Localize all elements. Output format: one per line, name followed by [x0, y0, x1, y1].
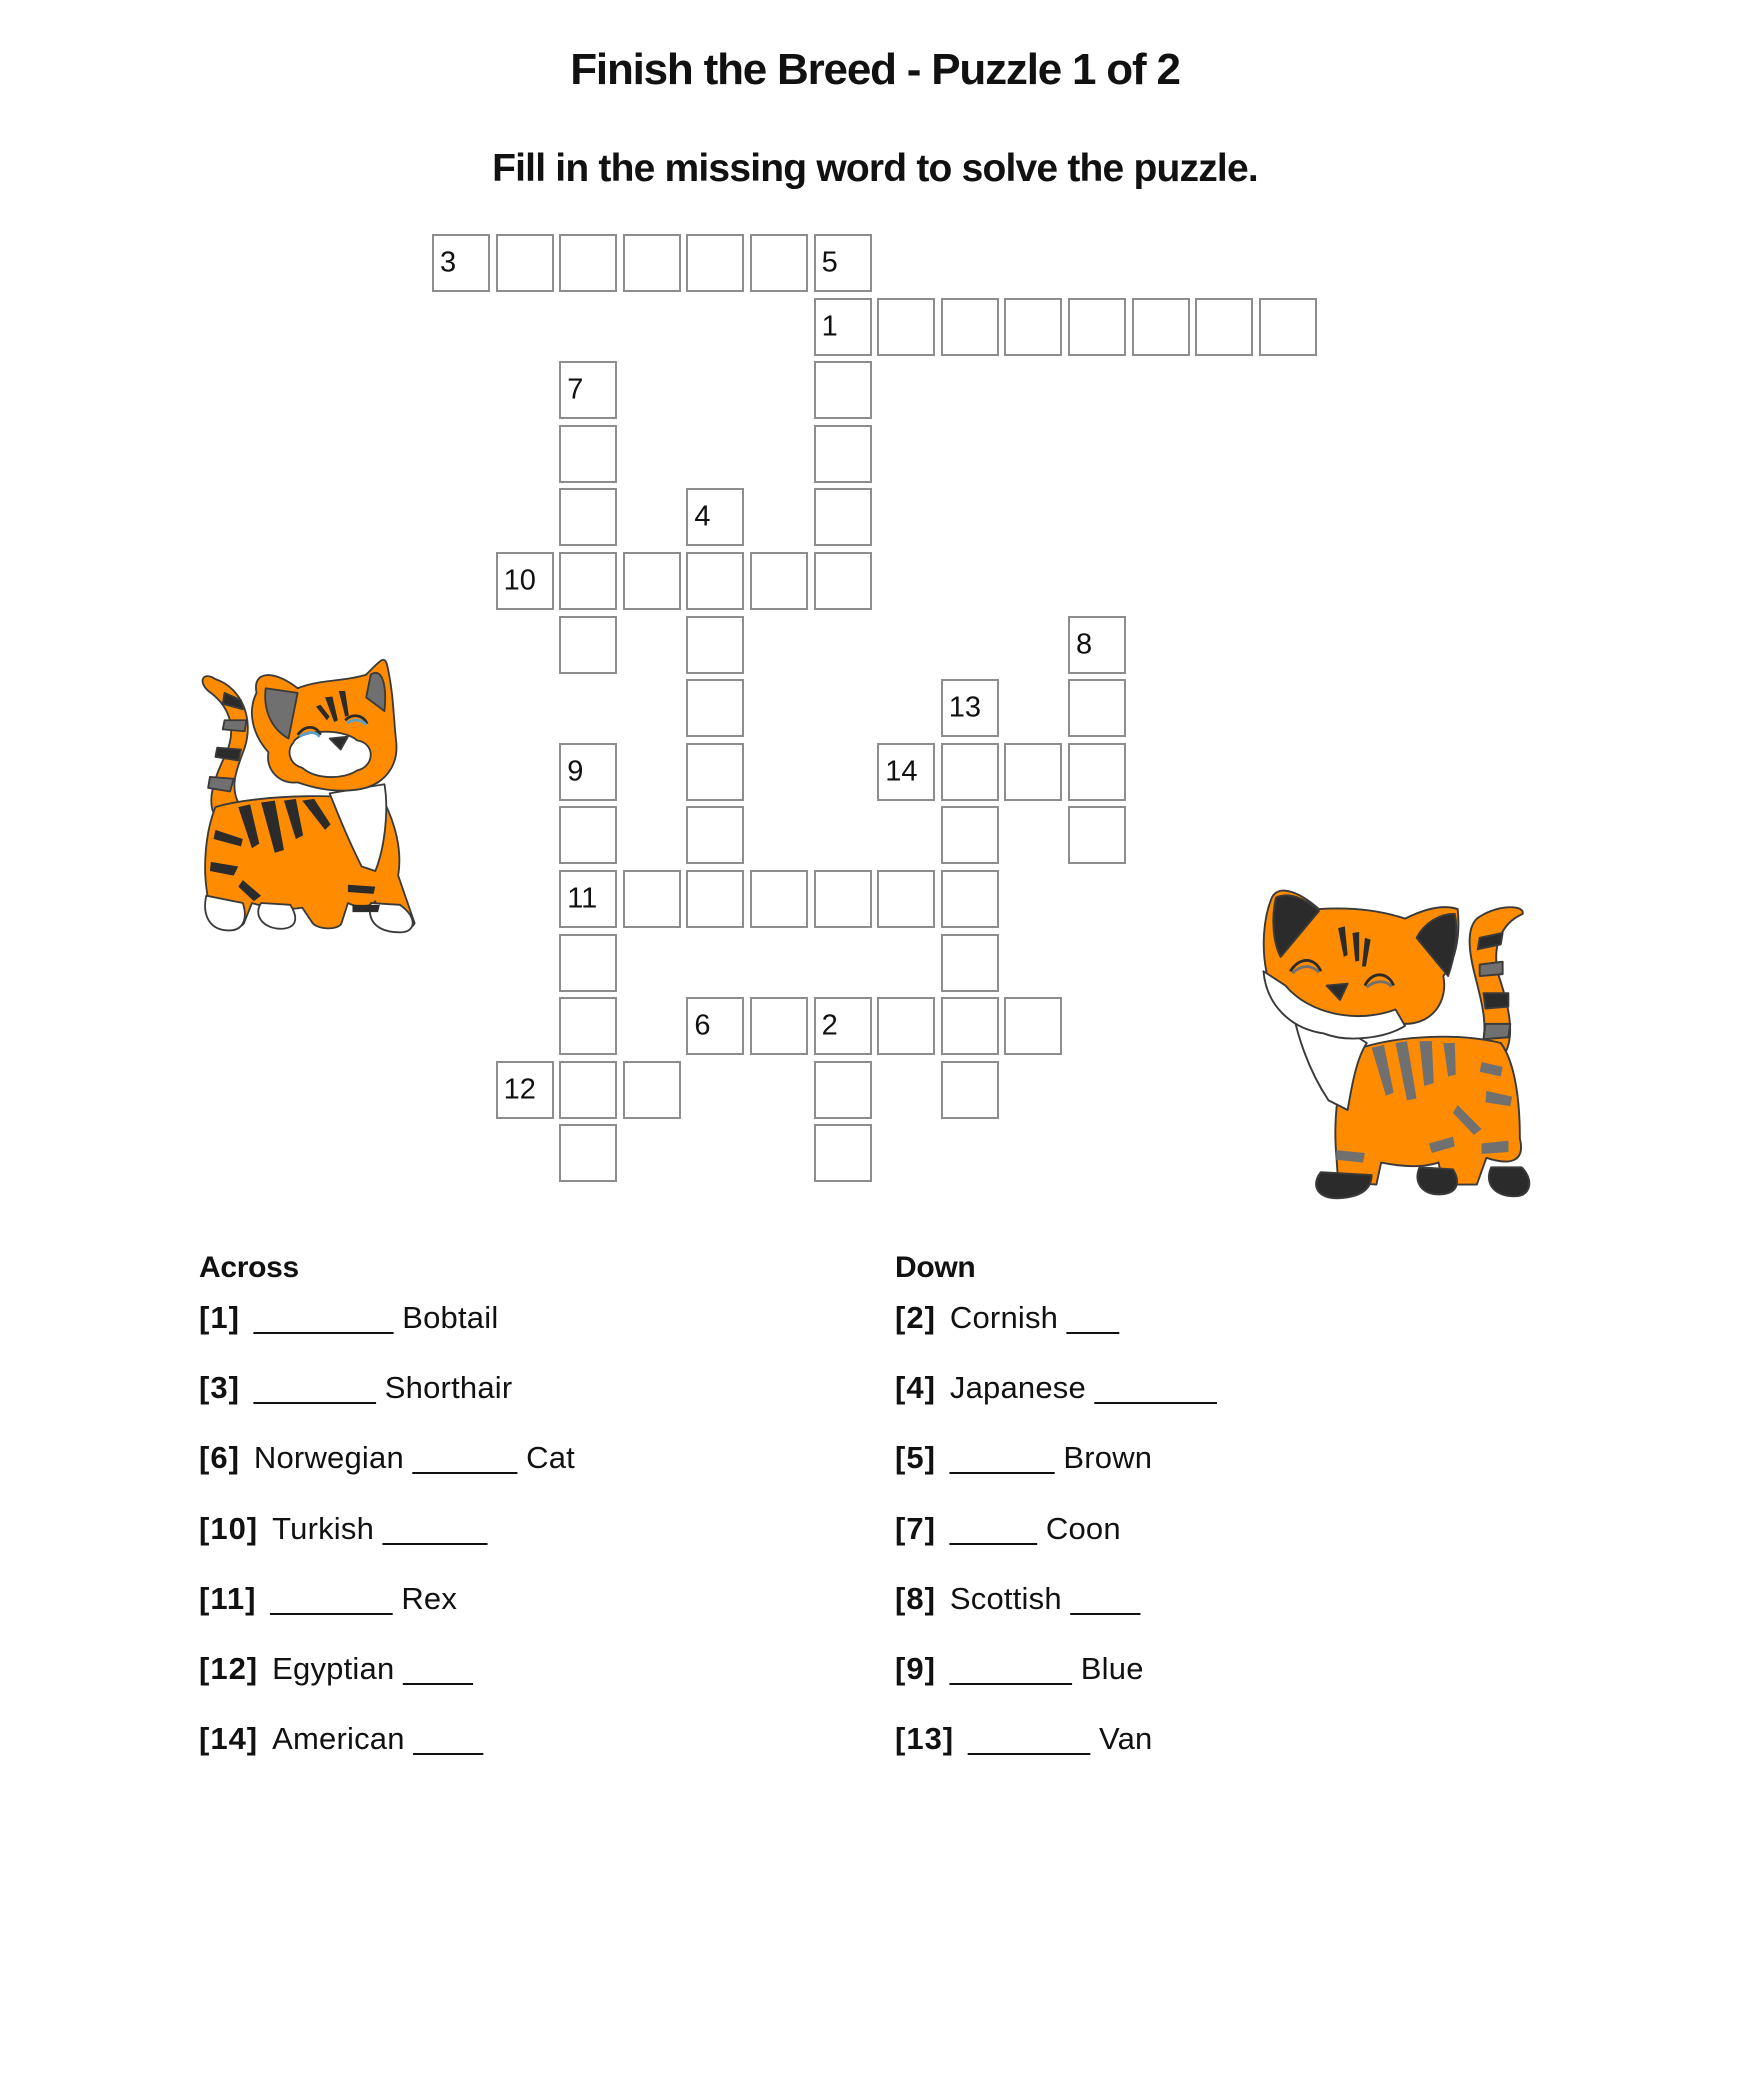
- clue-number-label: 7: [567, 373, 584, 406]
- instructions: Fill in the missing word to solve the puzzle.: [492, 147, 1258, 190]
- clue-number: [6]: [199, 1440, 240, 1476]
- down-clues: [895, 1248, 1217, 1789]
- crossword-cell[interactable]: [623, 552, 681, 610]
- crossword-cell[interactable]: [1004, 298, 1062, 356]
- crossword-cell[interactable]: [432, 234, 490, 292]
- clue-text: _______ Blue: [949, 1650, 1144, 1686]
- crossword-cell[interactable]: [1132, 298, 1190, 356]
- clue-down-5: [895, 1438, 1217, 1508]
- page-title: Finish the Breed - Puzzle 1 of 2: [570, 45, 1180, 94]
- crossword-cell[interactable]: [750, 234, 808, 292]
- crossword-cell[interactable]: [750, 870, 808, 928]
- clue-number-label: 11: [567, 882, 598, 915]
- crossword-cell[interactable]: [686, 806, 744, 864]
- clue-across-11: [199, 1579, 575, 1649]
- clue-text: _____ Coon: [949, 1510, 1121, 1546]
- crossword-cell[interactable]: [1068, 616, 1126, 674]
- clue-across-1: [199, 1298, 575, 1368]
- crossword-cell[interactable]: [559, 616, 617, 674]
- clue-number-label: 8: [1076, 627, 1093, 660]
- clue-number: [1]: [199, 1300, 240, 1335]
- crossword-cell[interactable]: [496, 552, 554, 610]
- clue-number-label: 14: [885, 755, 918, 788]
- crossword-cell[interactable]: [1004, 997, 1062, 1055]
- crossword-cell[interactable]: [814, 1124, 872, 1182]
- crossword-cell[interactable]: [941, 743, 999, 801]
- clue-down-9: [895, 1649, 1217, 1719]
- crossword-cell[interactable]: [1068, 298, 1126, 356]
- clue-number: [7]: [895, 1510, 936, 1546]
- crossword-cell[interactable]: [559, 361, 617, 419]
- crossword-cell[interactable]: [559, 934, 617, 992]
- crossword-cell[interactable]: [750, 552, 808, 610]
- crossword-cell[interactable]: [623, 870, 681, 928]
- down-heading: Down: [895, 1251, 976, 1284]
- crossword-cell[interactable]: [686, 997, 744, 1055]
- clue-text: ________ Bobtail: [253, 1300, 499, 1335]
- crossword-cell[interactable]: [496, 234, 554, 292]
- clue-down-13: [895, 1719, 1217, 1789]
- crossword-cell[interactable]: [941, 679, 999, 737]
- crossword-cell[interactable]: [1068, 806, 1126, 864]
- clue-down-7: [895, 1509, 1217, 1579]
- crossword-cell[interactable]: [559, 743, 617, 801]
- clue-number: [14]: [199, 1721, 259, 1757]
- clue-number-label: 12: [503, 1073, 536, 1106]
- clue-across-10: [199, 1509, 575, 1579]
- across-heading: Across: [199, 1251, 299, 1284]
- crossword-cell[interactable]: [559, 870, 617, 928]
- crossword-cell[interactable]: [1068, 679, 1126, 737]
- crossword-cell[interactable]: [1195, 298, 1253, 356]
- clue-number: [5]: [895, 1440, 936, 1476]
- crossword-cell[interactable]: [1004, 743, 1062, 801]
- crossword-cell[interactable]: [559, 552, 617, 610]
- crossword-cell[interactable]: [814, 997, 872, 1055]
- crossword-cell[interactable]: [686, 679, 744, 737]
- crossword-cell[interactable]: [814, 552, 872, 610]
- crossword-cell[interactable]: [941, 997, 999, 1055]
- clue-number-label: 3: [440, 246, 457, 279]
- crossword-cell[interactable]: [877, 997, 935, 1055]
- crossword-cell[interactable]: [814, 298, 872, 356]
- crossword-cell[interactable]: [623, 234, 681, 292]
- clue-down-2: [895, 1298, 1217, 1368]
- clue-across-3: [199, 1368, 575, 1438]
- clue-down-4: [895, 1368, 1217, 1438]
- crossword-cell[interactable]: [814, 425, 872, 483]
- clue-text: Norwegian ______ Cat: [253, 1440, 575, 1476]
- crossword-cell[interactable]: [686, 743, 744, 801]
- clue-text: Egyptian ____: [272, 1650, 473, 1686]
- crossword-cell[interactable]: [1259, 298, 1317, 356]
- clue-text: _______ Rex: [270, 1580, 458, 1616]
- clue-text: ______ Brown: [949, 1440, 1153, 1476]
- clue-number-label: 9: [567, 755, 584, 788]
- clue-number-label: 4: [694, 500, 711, 533]
- clue-number: [3]: [199, 1370, 240, 1406]
- crossword-cell[interactable]: [877, 743, 935, 801]
- clue-number: [9]: [895, 1650, 936, 1686]
- crossword-cell[interactable]: [559, 1124, 617, 1182]
- crossword-cell[interactable]: [559, 234, 617, 292]
- clue-text: Cornish ___: [949, 1300, 1120, 1335]
- crossword-cell[interactable]: [814, 361, 872, 419]
- crossword-cell[interactable]: [814, 870, 872, 928]
- clue-number: [13]: [895, 1721, 955, 1757]
- crossword-cell[interactable]: [623, 1061, 681, 1119]
- cat-illustration-right: [1252, 876, 1539, 1210]
- crossword-cell[interactable]: [1068, 743, 1126, 801]
- clue-number-label: 13: [948, 691, 982, 724]
- crossword-cell[interactable]: [686, 488, 744, 546]
- crossword-cell[interactable]: [686, 870, 744, 928]
- crossword-cell[interactable]: [814, 1061, 872, 1119]
- clue-text: Japanese _______: [949, 1370, 1217, 1406]
- crossword-cell[interactable]: [877, 298, 935, 356]
- crossword-cell[interactable]: [814, 234, 872, 292]
- clue-number-label: 2: [821, 1009, 838, 1042]
- clue-number: [2]: [895, 1300, 936, 1335]
- crossword-cell[interactable]: [814, 488, 872, 546]
- clue-text: Turkish ______: [272, 1510, 488, 1546]
- clue-number-label: 1: [821, 309, 838, 342]
- clue-number: [11]: [199, 1580, 257, 1616]
- clue-number: [8]: [895, 1580, 936, 1616]
- cat-illustration-left: [188, 650, 453, 955]
- clue-text: _______ Van: [968, 1721, 1153, 1757]
- crossword-cell[interactable]: [559, 997, 617, 1055]
- crossword-cell[interactable]: [941, 1061, 999, 1119]
- crossword-cell[interactable]: [559, 1061, 617, 1119]
- crossword-cell[interactable]: [496, 1061, 554, 1119]
- crossword-cell[interactable]: [750, 997, 808, 1055]
- clue-down-8: [895, 1579, 1217, 1649]
- clue-number-label: 10: [503, 564, 536, 597]
- crossword-grid: [432, 234, 1332, 1194]
- crossword-cell[interactable]: [686, 552, 744, 610]
- clue-number: [10]: [199, 1510, 259, 1546]
- clue-across-12: [199, 1649, 575, 1719]
- clue-across-6: [199, 1438, 575, 1508]
- across-clues: [199, 1248, 575, 1789]
- clue-number: [12]: [199, 1650, 259, 1686]
- crossword-cell[interactable]: [941, 806, 999, 864]
- crossword-cell[interactable]: [686, 234, 744, 292]
- clue-number-label: 5: [821, 246, 838, 279]
- clue-number: [4]: [895, 1370, 936, 1406]
- crossword-cell[interactable]: [941, 934, 999, 992]
- crossword-cell[interactable]: [686, 616, 744, 674]
- clue-across-14: [199, 1719, 575, 1789]
- crossword-cell[interactable]: [941, 298, 999, 356]
- clue-number-label: 6: [694, 1009, 711, 1042]
- crossword-cell[interactable]: [559, 425, 617, 483]
- crossword-cell[interactable]: [559, 488, 617, 546]
- crossword-cell[interactable]: [877, 870, 935, 928]
- crossword-cell[interactable]: [941, 870, 999, 928]
- clue-text: _______ Shorthair: [253, 1370, 513, 1406]
- crossword-cell[interactable]: [559, 806, 617, 864]
- clue-text: Scottish ____: [949, 1580, 1141, 1616]
- clue-text: American ____: [272, 1721, 484, 1757]
